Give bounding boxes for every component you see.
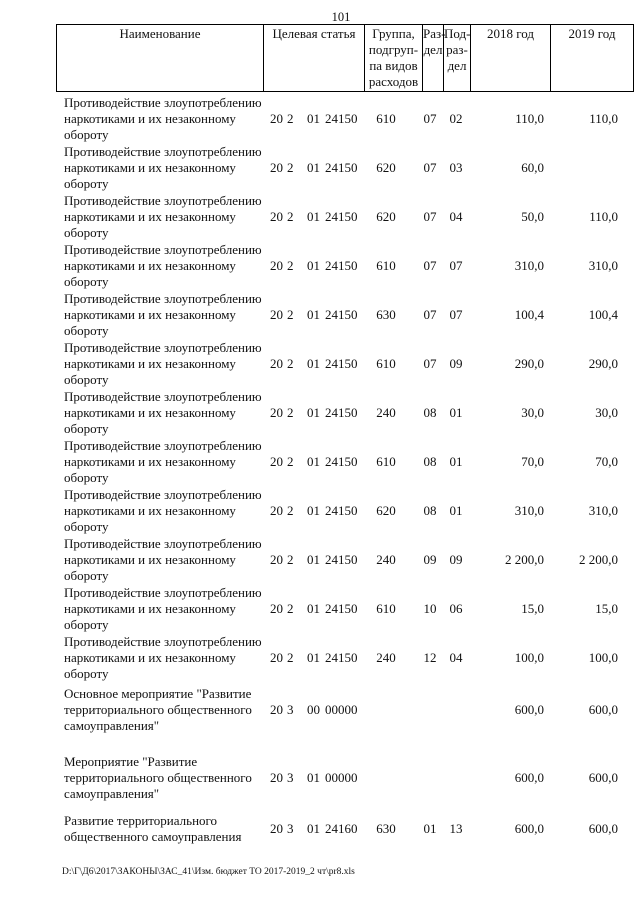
row-name: Противодействие злоупотреблению наркотиками и их незаконному обороту bbox=[64, 634, 262, 681]
row-code-event: 01 bbox=[307, 405, 320, 420]
row-amount-2019: 70,0 bbox=[595, 454, 618, 469]
row-code-event: 01 bbox=[307, 552, 320, 567]
row-code-program: 20 bbox=[270, 821, 283, 836]
row-amount-2018: 600,0 bbox=[514, 821, 544, 836]
row-section: 01 bbox=[423, 821, 437, 836]
row-amount-2019: 600,0 bbox=[588, 702, 618, 717]
row-code-subprogram: 2 bbox=[287, 258, 294, 273]
row-name: Противодействие злоупотреблению наркотиками и их незаконному обороту bbox=[64, 144, 262, 191]
row-code-event: 01 bbox=[307, 160, 320, 175]
row-code-event: 01 bbox=[307, 503, 320, 518]
row-amount-2019: 30,0 bbox=[595, 405, 618, 420]
header-2019: 2019 год bbox=[550, 24, 634, 92]
row-code-direction: 24150 bbox=[325, 258, 358, 273]
footer-file-path: D:\Г\Д6\2017\ЗАКОНЫ\ЗАС_41\Изм. бюджет ТО 2017-2019_2 чт\pr8.xls bbox=[62, 867, 355, 877]
row-code-program: 20 bbox=[270, 601, 283, 616]
row-amount-2018: 70,0 bbox=[521, 454, 544, 469]
row-code-subprogram: 2 bbox=[287, 650, 294, 665]
row-amount-2018: 100,4 bbox=[514, 307, 544, 322]
row-code-direction: 24150 bbox=[325, 454, 358, 469]
row-group: 610 bbox=[376, 258, 396, 273]
row-code-subprogram: 2 bbox=[287, 307, 294, 322]
row-subsection: 01 bbox=[449, 503, 463, 518]
row-code-event: 01 bbox=[307, 650, 320, 665]
row-amount-2018: 310,0 bbox=[514, 258, 544, 273]
row-section: 12 bbox=[423, 650, 437, 665]
row-code-direction: 24150 bbox=[325, 503, 358, 518]
row-group: 610 bbox=[376, 454, 396, 469]
row-amount-2019: 110,0 bbox=[589, 111, 618, 126]
row-code-event: 01 bbox=[307, 258, 320, 273]
row-code-program: 20 bbox=[270, 160, 283, 175]
row-group: 630 bbox=[376, 307, 396, 322]
row-code-subprogram: 2 bbox=[287, 601, 294, 616]
header-name: Наименование bbox=[56, 24, 263, 92]
row-code-event: 01 bbox=[307, 454, 320, 469]
row-code-program: 20 bbox=[270, 405, 283, 420]
row-code-subprogram: 2 bbox=[287, 454, 294, 469]
row-code-program: 20 bbox=[270, 356, 283, 371]
row-code-event: 01 bbox=[307, 601, 320, 616]
row-code-program: 20 bbox=[270, 503, 283, 518]
row-code-direction: 24150 bbox=[325, 552, 358, 567]
row-amount-2019: 600,0 bbox=[588, 770, 618, 785]
row-code-subprogram: 2 bbox=[287, 209, 294, 224]
row-code-event: 01 bbox=[307, 111, 320, 126]
header-2018: 2018 год bbox=[470, 24, 550, 92]
row-code-direction: 24150 bbox=[325, 307, 358, 322]
row-amount-2018: 310,0 bbox=[514, 503, 544, 518]
row-code-event: 01 bbox=[307, 307, 320, 322]
row-code-subprogram: 2 bbox=[287, 405, 294, 420]
row-amount-2018: 2 200,0 bbox=[505, 552, 544, 567]
row-code-subprogram: 3 bbox=[287, 821, 294, 836]
row-name: Противодействие злоупотреблению наркотиками и их незаконному обороту bbox=[64, 438, 262, 485]
row-subsection: 01 bbox=[449, 405, 463, 420]
row-group: 620 bbox=[376, 160, 396, 175]
row-section: 07 bbox=[423, 111, 437, 126]
row-name: Противодействие злоупотреблению наркотиками и их незаконному обороту bbox=[64, 536, 262, 583]
row-subsection: 09 bbox=[449, 356, 463, 371]
row-code-event: 01 bbox=[307, 770, 320, 785]
row-amount-2018: 600,0 bbox=[514, 770, 544, 785]
row-subsection: 07 bbox=[449, 307, 463, 322]
row-amount-2019: 15,0 bbox=[595, 601, 618, 616]
row-group: 620 bbox=[376, 209, 396, 224]
row-code-subprogram: 3 bbox=[287, 770, 294, 785]
row-section: 08 bbox=[423, 454, 437, 469]
row-amount-2018: 15,0 bbox=[521, 601, 544, 616]
row-code-direction: 24150 bbox=[325, 111, 358, 126]
row-name: Противодействие злоупотреблению наркотиками и их незаконному обороту bbox=[64, 95, 262, 142]
row-code-subprogram: 2 bbox=[287, 160, 294, 175]
row-subsection: 02 bbox=[449, 111, 463, 126]
row-code-program: 20 bbox=[270, 702, 283, 717]
row-section: 07 bbox=[423, 307, 437, 322]
row-code-program: 20 bbox=[270, 454, 283, 469]
row-code-subprogram: 2 bbox=[287, 552, 294, 567]
row-name: Развитие территориального общественного самоуправления bbox=[64, 813, 242, 844]
row-subsection: 04 bbox=[449, 209, 463, 224]
row-name: Противодействие злоупотреблению наркотиками и их незаконному обороту bbox=[64, 242, 262, 289]
row-section: 08 bbox=[423, 503, 437, 518]
row-code-subprogram: 2 bbox=[287, 111, 294, 126]
row-group: 610 bbox=[376, 601, 396, 616]
row-code-program: 20 bbox=[270, 770, 283, 785]
row-amount-2019: 600,0 bbox=[588, 821, 618, 836]
row-name: Противодействие злоупотреблению наркотиками и их незаконному обороту bbox=[64, 193, 262, 240]
row-group: 240 bbox=[376, 650, 396, 665]
row-code-subprogram: 2 bbox=[287, 503, 294, 518]
row-amount-2019: 110,0 bbox=[589, 209, 618, 224]
header-group: Группа, подгруп- па видов расходов bbox=[364, 24, 422, 92]
row-code-subprogram: 3 bbox=[287, 702, 294, 717]
row-code-direction: 24160 bbox=[325, 821, 358, 836]
row-amount-2018: 600,0 bbox=[514, 702, 544, 717]
header-target: Целевая статья bbox=[263, 24, 364, 92]
row-code-direction: 24150 bbox=[325, 356, 358, 371]
row-section: 07 bbox=[423, 160, 437, 175]
row-section: 08 bbox=[423, 405, 437, 420]
row-name: Противодействие злоупотреблению наркотиками и их незаконному обороту bbox=[64, 389, 262, 436]
row-amount-2018: 110,0 bbox=[515, 111, 544, 126]
row-subsection: 01 bbox=[449, 454, 463, 469]
row-code-event: 01 bbox=[307, 356, 320, 371]
row-name: Противодействие злоупотреблению наркотиками и их незаконному обороту bbox=[64, 585, 262, 632]
row-code-event: 01 bbox=[307, 209, 320, 224]
row-group: 610 bbox=[376, 356, 396, 371]
row-code-subprogram: 2 bbox=[287, 356, 294, 371]
row-code-program: 20 bbox=[270, 307, 283, 322]
row-code-event: 00 bbox=[307, 702, 320, 717]
row-amount-2019: 310,0 bbox=[588, 503, 618, 518]
row-group: 630 bbox=[376, 821, 396, 836]
row-code-program: 20 bbox=[270, 209, 283, 224]
table-header bbox=[56, 24, 634, 92]
page-number: 101 bbox=[331, 10, 351, 24]
row-name: Противодействие злоупотреблению наркотиками и их незаконному обороту bbox=[64, 487, 262, 534]
row-subsection: 13 bbox=[449, 821, 463, 836]
row-code-program: 20 bbox=[270, 552, 283, 567]
row-section: 07 bbox=[423, 258, 437, 273]
row-subsection: 06 bbox=[449, 601, 463, 616]
row-section: 10 bbox=[423, 601, 437, 616]
row-amount-2019: 100,0 bbox=[588, 650, 618, 665]
row-code-direction: 00000 bbox=[325, 770, 358, 785]
row-amount-2018: 60,0 bbox=[521, 160, 544, 175]
row-subsection: 03 bbox=[449, 160, 463, 175]
row-amount-2018: 290,0 bbox=[514, 356, 544, 371]
row-code-program: 20 bbox=[270, 111, 283, 126]
row-group: 240 bbox=[376, 405, 396, 420]
row-name: Противодействие злоупотреблению наркотиками и их незаконному обороту bbox=[64, 340, 262, 387]
row-code-direction: 24150 bbox=[325, 160, 358, 175]
row-amount-2019: 310,0 bbox=[588, 258, 618, 273]
row-code-direction: 24150 bbox=[325, 405, 358, 420]
row-amount-2019: 100,4 bbox=[588, 307, 618, 322]
row-section: 07 bbox=[423, 209, 437, 224]
row-amount-2019: 290,0 bbox=[588, 356, 618, 371]
header-section: Раз- дел bbox=[422, 24, 443, 92]
row-section: 09 bbox=[423, 552, 437, 567]
row-group: 240 bbox=[376, 552, 396, 567]
row-amount-2019: 2 200,0 bbox=[579, 552, 618, 567]
row-amount-2018: 50,0 bbox=[521, 209, 544, 224]
row-amount-2018: 100,0 bbox=[514, 650, 544, 665]
row-code-event: 01 bbox=[307, 821, 320, 836]
row-section: 07 bbox=[423, 356, 437, 371]
row-amount-2018: 30,0 bbox=[521, 405, 544, 420]
row-group: 620 bbox=[376, 503, 396, 518]
row-group: 610 bbox=[376, 111, 396, 126]
row-name: Противодействие злоупотреблению наркотиками и их незаконному обороту bbox=[64, 291, 262, 338]
row-name: Основное мероприятие "Развитие территориального общественного самоуправления" bbox=[64, 686, 252, 733]
row-subsection: 07 bbox=[449, 258, 463, 273]
row-code-direction: 00000 bbox=[325, 702, 358, 717]
row-code-program: 20 bbox=[270, 650, 283, 665]
row-code-direction: 24150 bbox=[325, 650, 358, 665]
row-subsection: 09 bbox=[449, 552, 463, 567]
row-code-program: 20 bbox=[270, 258, 283, 273]
row-subsection: 04 bbox=[449, 650, 463, 665]
row-name: Мероприятие "Развитие территориального общественного самоуправления" bbox=[64, 754, 252, 801]
row-code-direction: 24150 bbox=[325, 209, 358, 224]
header-subsection: Под- раз- дел bbox=[443, 24, 470, 92]
row-code-direction: 24150 bbox=[325, 601, 358, 616]
